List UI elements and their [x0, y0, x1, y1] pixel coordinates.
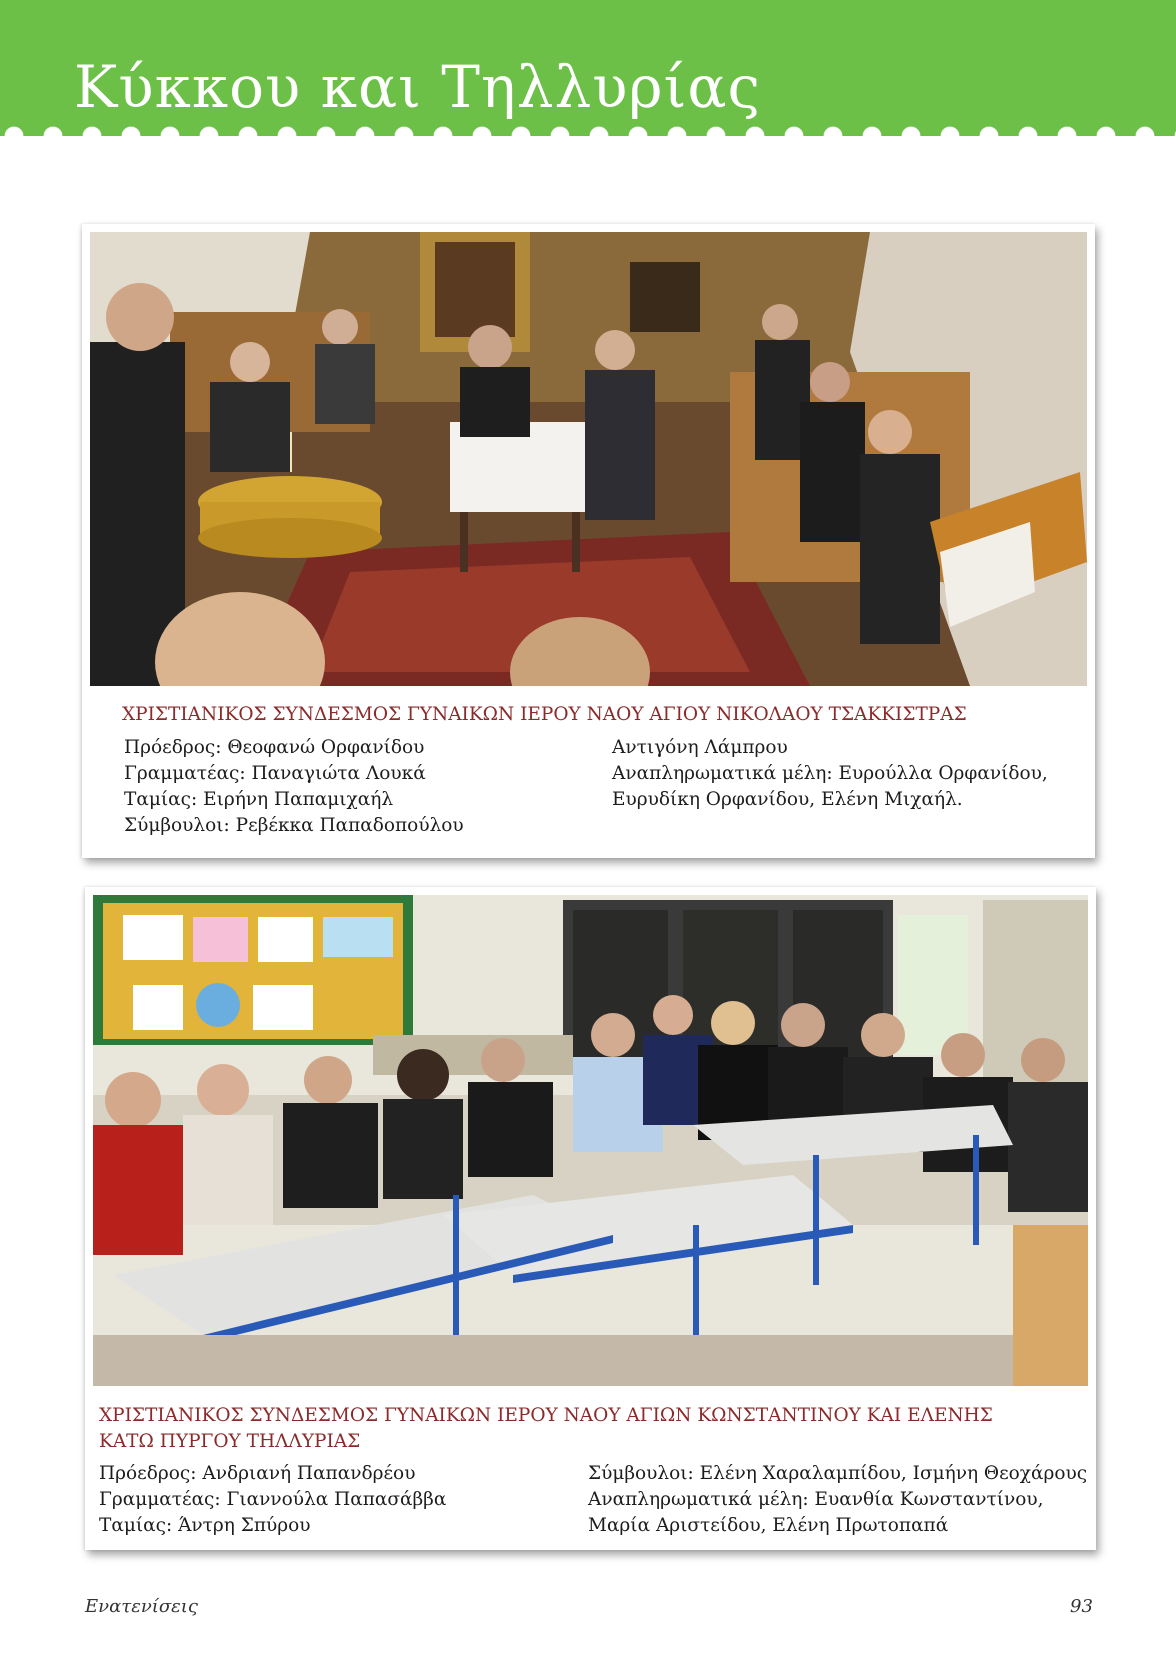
association-title-line: ΧΡΙΣΤΙΑΝΙΚΟΣ ΣΥΝΔΕΣΜΟΣ ΓΥΝΑΙΚΩΝ ΙΕΡΟΥ ΝΑΟΥ ΑΓΙΟΥ ΝΙΚΟΛΑΟΥ ΤΣΑΚΚΙΣΤΡΑΣ	[122, 704, 967, 725]
member-line: Αναπληρωματικά μέλη: Ευανθία Κωνσταντίνου,	[588, 1489, 1044, 1510]
member-line: Ευρυδίκη Ορφανίδου, Ελένη Μιχαήλ.	[612, 789, 963, 810]
church-meeting-illustration	[90, 232, 1087, 686]
church-meeting-photo	[90, 232, 1087, 686]
member-line: Ταμίας: Άντρη Σπύρου	[99, 1515, 311, 1536]
page-header	[0, 0, 1176, 148]
publication-name: Ενατενίσεις	[85, 1596, 198, 1617]
member-line: Ταμίας: Ειρήνη Παπαμιχαήλ	[124, 789, 394, 810]
photo-card-2	[85, 887, 1096, 1550]
member-line: Πρόεδρος: Θεοφανώ Ορφανίδου	[124, 737, 425, 758]
dotted-border	[0, 124, 1176, 148]
association-title-line: ΚΑΤΩ ΠΥΡΓΟΥ ΤΗΛΛΥΡΙΑΣ	[99, 1431, 361, 1452]
members-right-column-2	[588, 1461, 1088, 1539]
member-line: Σύμβουλοι: Ελένη Χαραλαμπίδου, Ισμήνη Θεοχάρους	[588, 1463, 1088, 1484]
classroom-meeting-illustration	[93, 895, 1088, 1386]
member-line: Σύμβουλοι: Ρεβέκκα Παπαδοπούλου	[124, 815, 464, 836]
members-left-column-1	[124, 735, 594, 839]
member-line: Αντιγόνη Λάμπρου	[612, 737, 788, 758]
association-title-2	[99, 1403, 1084, 1455]
members-right-column-1	[612, 735, 1082, 813]
page-number: 93	[1070, 1596, 1093, 1617]
member-line: Μαρία Αριστείδου, Ελένη Πρωτοπαπά	[588, 1515, 949, 1536]
classroom-meeting-photo	[93, 895, 1088, 1386]
member-line: Γραμματέας: Γιαννούλα Παπασάββα	[99, 1489, 447, 1510]
member-line: Πρόεδρος: Ανδριανή Παπανδρέου	[99, 1463, 416, 1484]
member-line: Αναπληρωματικά μέλη: Ευρούλλα Ορφανίδου,	[612, 763, 1048, 784]
association-title-line: ΧΡΙΣΤΙΑΝΙΚΟΣ ΣΥΝΔΕΣΜΟΣ ΓΥΝΑΙΚΩΝ ΙΕΡΟΥ ΝΑΟΥ ΑΓΙΩΝ ΚΩΝΣΤΑΝΤΙΝΟΥ ΚΑΙ ΕΛΕΝΗΣ	[99, 1405, 993, 1426]
members-left-column-2	[99, 1461, 569, 1539]
association-title-1	[122, 702, 1082, 728]
page-title: Κύκκου και Τηλλυρίας	[74, 53, 761, 121]
photo-card-1	[82, 224, 1095, 858]
member-line: Γραμματέας: Παναγιώτα Λουκά	[124, 763, 426, 784]
